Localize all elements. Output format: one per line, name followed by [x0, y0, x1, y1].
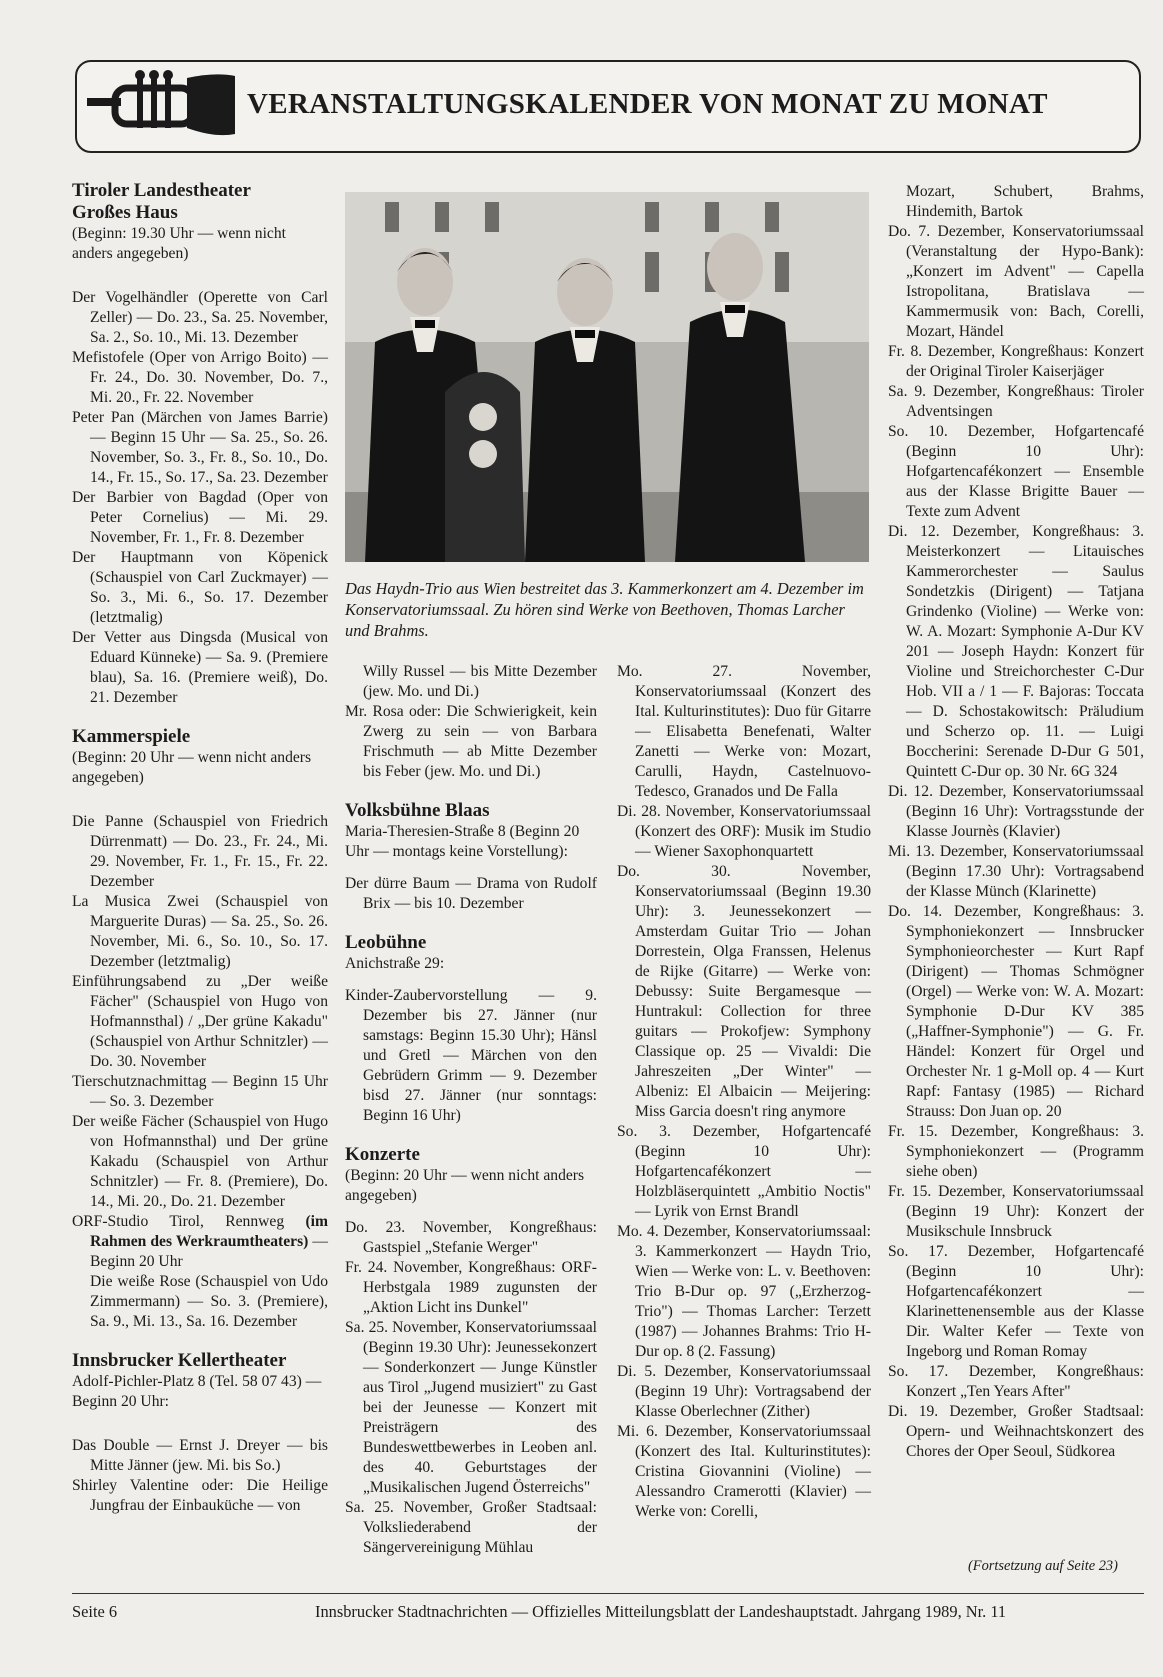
list-item: Sa. 25. November, Großer Stadtsaal: Volksliederabend der Sängervereinigung Mühlau [345, 1499, 597, 1556]
list-item: Der dürre Baum — Drama von Rudolf Brix — bis 10. Dezember [345, 875, 597, 912]
list-item: Peter Pan (Märchen von James Barrie) — Beginn 15 Uhr — Sa. 25., So. 26. November, So. 3., Fr. 8., So. 10., Do. 14., Fr. 15., So. 17., Sa. 23. Dezember [72, 409, 328, 486]
column-konzerte-2 [617, 662, 871, 1522]
orf-prefix: ORF-Studio Tirol, Rennweg [72, 1213, 306, 1230]
venue-title: Kammerspiele [72, 726, 191, 747]
list-item: Willy Russel — bis Mitte Dezember (jew. Mo. und Di.) [363, 663, 597, 700]
list-item: Di. 12. Dezember, Konservatoriumssaal (Beginn 16 Uhr): Vortragsstunde der Klasse Journès (Klavier) [888, 783, 1144, 840]
venue-note: Adolf-Pichler-Platz 8 (Tel. 58 07 43) — Beginn 20 Uhr: [72, 1373, 322, 1410]
list-item: Do. 7. Dezember, Konservatoriumssaal (Veranstaltung der Hypo-Bank): „Konzert im Advent" — Capella Istropolitana, Bratislava — Kammermusik von: Bach, Corelli, Mozart, Händel [888, 223, 1144, 340]
list-item [72, 1212, 328, 1272]
list-item: Der Hauptmann von Köpenick (Schauspiel von Carl Zuckmayer) — So. 3., Mi. 6., So. 17. Dezember (letztmalig) [72, 549, 328, 626]
list-item: Das Double — Ernst J. Dreyer — bis Mitte Jänner (jew. Mi. bis So.) [72, 1437, 328, 1474]
list-item: Die Panne (Schauspiel von Friedrich Dürrenmatt) — Do. 23., Fr. 24., Mi. 29. November, Fr. 1., Fr. 15., Fr. 22. Dezember [72, 813, 328, 890]
list-item: Do. 23. November, Kongreßhaus: Gastspiel „Stefanie Werger" [345, 1219, 597, 1256]
footer-divider [72, 1593, 1144, 1594]
list-item: Sa. 25. November, Konservatoriumssaal (Beginn 19.30 Uhr): Jeunessekonzert — Sonderkonzert — Junge Künstler aus Tirol „Jugend musiziert" zu Gast bei der Jeunesse — Konzert mit Preisträgern des Bundeswettbewerbes in Leoben anl. des 40. Geburtstages der „Musikalischen Jugend Österreichs" [345, 1319, 597, 1496]
list-item: La Musica Zwei (Schauspiel von Marguerite Duras) — Sa. 25., So. 26. November, Mi. 6., So. 10., So. 17. Dezember (letztmalig) [72, 893, 328, 970]
list-item: Mi. 13. Dezember, Konservatoriumssaal (Beginn 17.30 Uhr): Vortragsabend der Klasse Münch (Klarinette) [888, 843, 1144, 900]
publication-info: Innsbrucker Stadtnachrichten — Offizielles Mitteilungsblatt der Landeshauptstadt. Jahrgang 1989, Nr. 11 [315, 1602, 1007, 1621]
list-item: Mo. 27. November, Konservatoriumssaal (Konzert des Ital. Kulturinstitutes): Duo für Gitarre — Elisabetta Benefenati, Walter Zanetti — Werke von: Mozart, Carulli, Haydn, Castelnuovo-Tedesco, Granados und De Falla [617, 663, 872, 800]
venue-title: Volksbühne Blaas [345, 800, 490, 821]
list-item: So. 3. Dezember, Hofgartencafé (Beginn 10 Uhr): Hofgartencafékonzert — Holzbläserquintett „Ambitio Noctis" — Lyrik von Ernst Brandl [617, 1123, 871, 1220]
column-konzerte-3 [888, 182, 1144, 1462]
column-buehnen-konzerte [345, 662, 597, 1558]
venue-title: Leobühne [345, 932, 427, 953]
venue-note: Anichstraße 29: [345, 955, 445, 972]
list-item: Di. 5. Dezember, Konservatoriumssaal (Beginn 19 Uhr): Vortragsabend der Klasse Oberlechner (Zither) [617, 1363, 871, 1420]
trumpet-icon [87, 70, 237, 142]
list-item: Shirley Valentine oder: Die Heilige Jungfrau der Einbauküche — von [72, 1477, 328, 1514]
orf-suffix: — Beginn 20 Uhr [90, 1233, 329, 1270]
photo-image [345, 192, 869, 562]
list-item: Fr. 8. Dezember, Kongreßhaus: Konzert der Original Tiroler Kaiserjäger [888, 343, 1144, 380]
list-item: Mr. Rosa oder: Die Schwierigkeit, kein Zwerg zu sein — von Barbara Frischmuth — ab Mitte Dezember bis Feber (jew. Mo. und Di.) [345, 703, 597, 780]
list-item: Kinder-Zaubervorstellung — 9. Dezember bis 27. Jänner (nur samstags: Beginn 15.30 Uhr); Hänsl und Gretl — Märchen von den Gebrüdern Grimm — 9. Dezember bisd 27. Jänner (nur sonntags: Beginn 16 Uhr) [345, 987, 597, 1124]
list-item: Di. 12. Dezember, Kongreßhaus: 3. Meisterkonzert — Litauisches Kammerorchester — Saulus Sondetzkis (Dirigent) — Tatjana Grindenko (Violine) — Werke von: W. A. Mozart: Symphonie A-Dur KV 201 — Joseph Haydn: Konzert für Violine und Streichorchester C-Dur Hob. VII a / 1 — F. Bajoras: Toccata — D. Schostakowitsch: Präludium und Scherzo op. 11. — Luigi Boccherini: Serenade D-Dur G 501, Quintett C-Dur op. 30 Nr. 6G 324 [888, 523, 1144, 780]
haydn-trio-photo [345, 192, 869, 562]
photo-caption: Das Haydn-Trio aus Wien bestreitet das 3. Kammerkonzert am 4. Dezember im Konservatoriumssaal. Zu hören sind Werke von Beethoven, Thomas Larcher und Brahms. [345, 579, 864, 640]
list-item: Der Barbier von Bagdad (Oper von Peter Cornelius) — Mi. 29. November, Fr. 1., Fr. 8. Dezember [72, 489, 328, 546]
list-item: Di. 19. Dezember, Großer Stadtsaal: Opern- und Weihnachtskonzert des Chores der Oper Seoul, Südkorea [888, 1403, 1144, 1460]
list-item: Do. 14. Dezember, Kongreßhaus: 3. Symphoniekonzert — Innsbrucker Symphonieorchester — Kurt Rapf (Dirigent) — Thomas Schmögner (Orgel) — Werke von: W. A. Mozart: Symphonie D-Dur KV 385 („Haffner-Symphonie") — G. Fr. Händel: Konzert für Orgel und Orchester Nr. 1 g-Moll op. 4 — Kurt Rapf: Fantasy (1985) — Richard Strauss: Don Juan op. 20 [888, 903, 1144, 1120]
list-item: Di. 28. November, Konservatoriumssaal (Konzert des ORF): Musik im Studio — Wiener Saxophonquartett [617, 803, 871, 860]
venue-note: Maria-Theresien-Straße 8 (Beginn 20 Uhr — montags keine Vorstellung): [345, 823, 580, 860]
list-item: Der weiße Fächer (Schauspiel von Hugo von Hofmannsthal) und Der grüne Kakadu (Schauspiel von Arthur Schnitzler) — Fr. 8. (Premiere), Do. 14., Mi. 20., Do. 21. Dezember [72, 1113, 328, 1210]
list-item: Fr. 15. Dezember, Kongreßhaus: 3. Symphoniekonzert — (Programm siehe oben) [888, 1123, 1144, 1180]
list-item: Sa. 9. Dezember, Kongreßhaus: Tiroler Adventsingen [888, 383, 1144, 420]
page-number: Seite 6 [72, 1602, 118, 1621]
venue-subtitle: Großes Haus [72, 202, 178, 223]
venue-note: (Beginn: 20 Uhr — wenn nicht anders angegeben) [345, 1167, 585, 1204]
venue-note: (Beginn: 19.30 Uhr — wenn nicht anders angegeben) [72, 225, 286, 262]
list-item: Die weiße Rose (Schauspiel von Udo Zimmermann) — So. 3. (Premiere), Sa. 9., Mi. 13., Sa. 16. Dezember [90, 1273, 328, 1330]
list-item: Mozart, Schubert, Brahms, Hindemith, Bartok [906, 183, 1144, 220]
list-item: So. 17. Dezember, Kongreßhaus: Konzert „Ten Years After" [888, 1363, 1144, 1400]
list-item: Tierschutznachmittag — Beginn 15 Uhr — So. 3. Dezember [72, 1073, 328, 1110]
orf-bold: (im Rahmen des Werkraumtheaters) [90, 1213, 328, 1250]
column-theater [72, 180, 328, 1516]
venue-note: (Beginn: 20 Uhr — wenn nicht anders angegeben) [72, 749, 312, 786]
venue-title: Innsbrucker Kellertheater [72, 1350, 287, 1371]
venue-title: Tiroler Landestheater [72, 180, 251, 201]
list-item: Fr. 24. November, Kongreßhaus: ORF-Herbstgala 1989 zugunsten der „Aktion Licht ins Dunkel" [345, 1259, 597, 1316]
list-item: Der Vogelhändler (Operette von Carl Zeller) — Do. 23., Sa. 25. November, Sa. 2., So. 10., Mi. 13. Dezember [72, 289, 328, 346]
venue-title: Konzerte [345, 1144, 420, 1165]
list-item: Mi. 6. Dezember, Konservatoriumssaal (Konzert des Ital. Kulturinstitutes): Cristina Giovannini (Violine) — Alessandro Cramerotti (Klavier) — Werke von: Corelli, [617, 1423, 871, 1520]
continuation-note: (Fortsetzung auf Seite 23) [968, 1558, 1118, 1574]
list-item: Fr. 15. Dezember, Konservatoriumssaal (Beginn 19 Uhr): Konzert der Musikschule Innsbruck [888, 1183, 1144, 1240]
list-item: Der Vetter aus Dingsda (Musical von Eduard Künneke) — Sa. 9. (Premiere blau), Sa. 16. (Premiere weiß), Do. 21. Dezember [72, 629, 328, 706]
list-item: So. 17. Dezember, Hofgartencafé (Beginn 10 Uhr): Hofgartencafékonzert — Klarinettenensemble aus der Klasse Dir. Walter Kefer — Texte von Ingeborg und Roman Romay [888, 1243, 1144, 1360]
list-item: So. 10. Dezember, Hofgartencafé (Beginn 10 Uhr): Hofgartencafékonzert — Ensemble aus der Klasse Brigitte Bauer — Texte zum Advent [888, 423, 1144, 520]
calendar-header [75, 60, 1141, 153]
list-item: Einführungsabend zu „Der weiße Fächer" (Schauspiel von Hugo von Hofmannsthal) / „Der grüne Kakadu" (Schauspiel von Arthur Schnitzler) — Do. 30. November [72, 973, 328, 1070]
calendar-title: VERANSTALTUNGSKALENDER VON MONAT ZU MONAT [247, 88, 1048, 120]
list-item: Mo. 4. Dezember, Konservatoriumssaal: 3. Kammerkonzert — Haydn Trio, Wien — Werke von: L. v. Beethoven: Trio B-Dur op. 97 („Erzherzog-Trio") — Thomas Larcher: Terzett (1987) — Johannes Brahms: Trio H-Dur op. 8 (2. Fassung) [617, 1223, 871, 1360]
list-item: Mefistofele (Oper von Arrigo Boito) — Fr. 24., Do. 30. November, Do. 7., Mi. 20., Fr. 22. November [72, 349, 328, 406]
list-item: Do. 30. November, Konservatoriumssaal (Beginn 19.30 Uhr): 3. Jeunessekonzert — Amsterdam Guitar Trio — Johan Dorrestein, Olga Franssen, Helenus de Rijke (Gitarre) — Werke von: Debussy: Suite Bergamesque — Huntrakul: Collection for three guitars — Prokofjew: Symphony Classique op. 25 — Vivaldi: Die Jahreszeiten „Der Winter" — Albeniz: El Albaicin — Meijering: Miss Garcia doesn't ring anymore [617, 863, 871, 1120]
